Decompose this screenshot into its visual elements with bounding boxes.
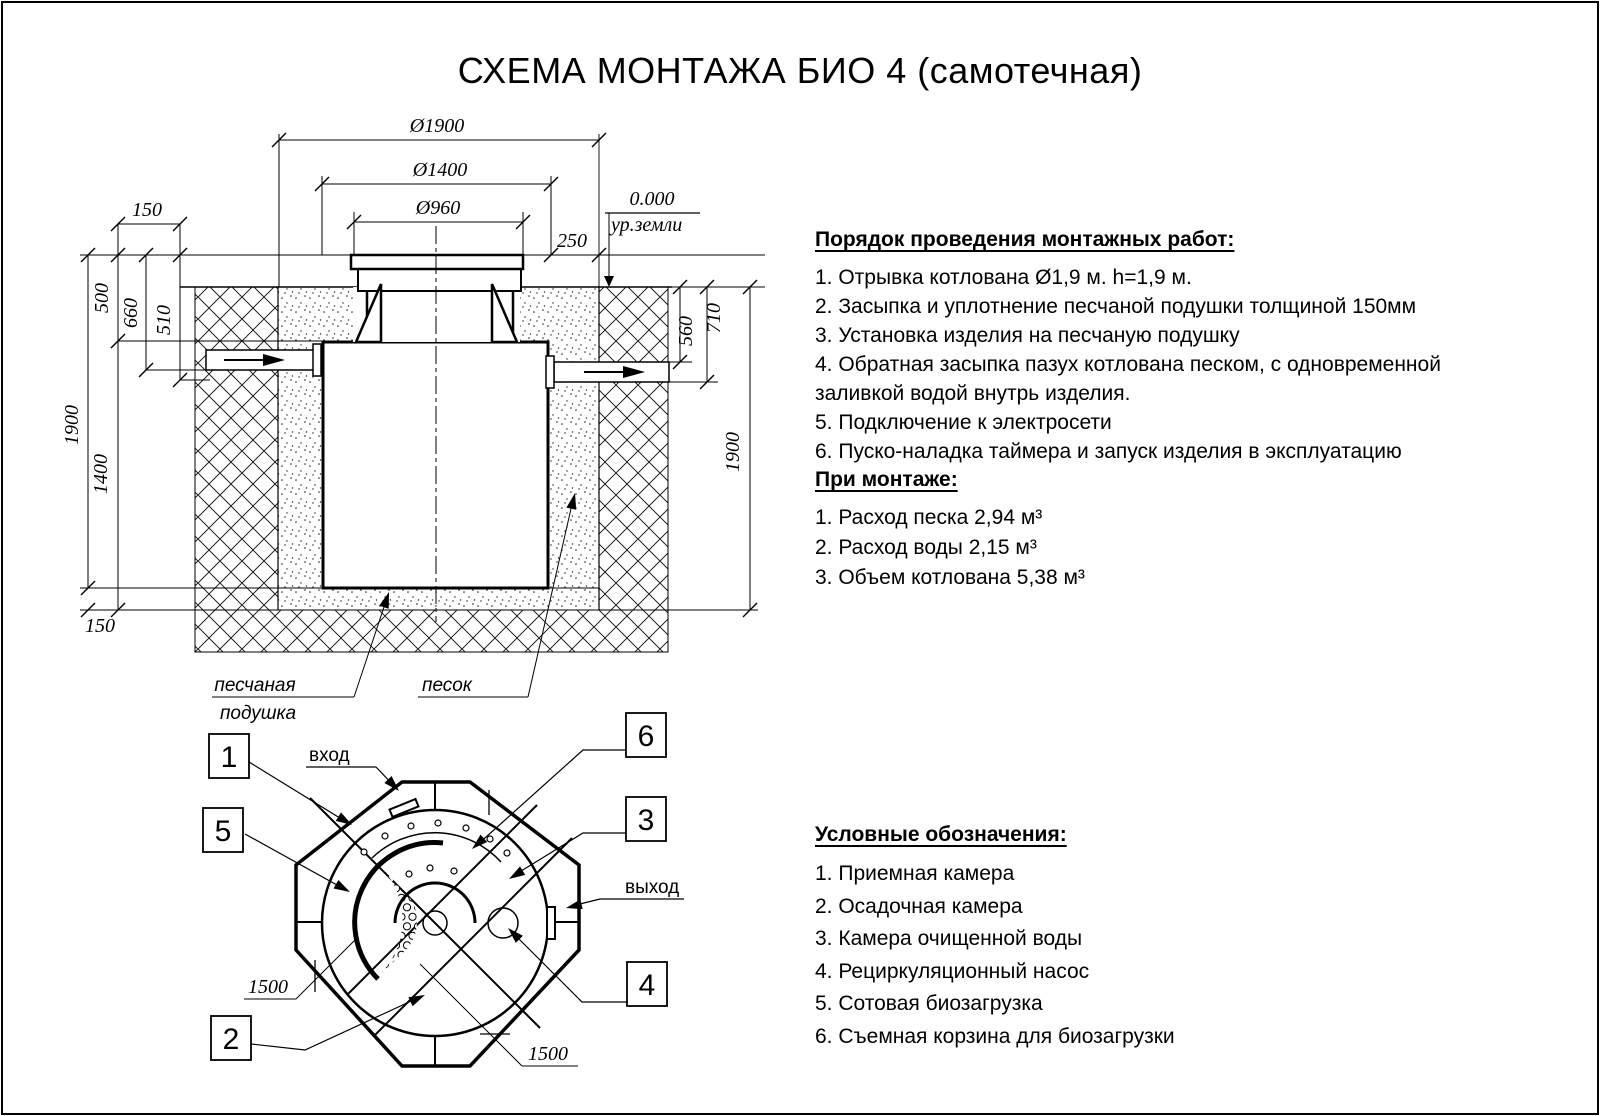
procedure-item: 4. Обратная засыпка пазух котлована песком, с одновременной заливкой водой внутрь изделия. [815,353,1441,405]
dim-250: 250 [557,230,587,252]
section-legend [815,820,1505,1053]
dim-1500-bottom: 1500 [528,1043,568,1065]
callout-2: 2 [222,1023,240,1056]
dim-1500-left: 1500 [248,976,288,998]
legend-item: 1. Приемная камера [815,862,1015,885]
dim-560: 560 [675,316,697,346]
dim-660: 660 [120,298,142,328]
section-heading: При монтаже: [815,468,958,491]
section-heading: Порядок проведения монтажных работ: [815,228,1235,251]
dim-710: 710 [703,303,725,333]
dim-150-bottom: 150 [85,615,115,637]
callout-1: 1 [220,741,238,774]
callout-3: 3 [637,804,655,837]
legend-item: 6. Съемная корзина для биозагрузки [815,1024,1175,1048]
dim-diameter-1900: Ø1900 [409,115,465,137]
label-sand: песок [422,675,472,696]
consumption-item: 2. Расход воды 2,15 м³ [815,536,1037,559]
cross-section-view [61,115,765,724]
consumption-item: 3. Объем котлована 5,38 м³ [815,566,1085,589]
callout-6: 6 [637,720,655,753]
section-heading: Условные обозначения: [815,823,1067,846]
callout-5: 5 [214,815,232,848]
label-inlet: вход [309,745,350,766]
procedure-item: 1. Отрывка котлована Ø1,9 м. h=1,9 м. [815,266,1192,289]
procedure-item: 3. Установка изделия на песчаную подушку [815,324,1240,347]
tank-neck [351,255,523,342]
dim-510: 510 [153,305,175,335]
legend-item: 3. Камера очищенной воды [815,927,1083,950]
level-mark-ground: ур.земли [611,214,683,236]
label-sand-cushion-1: песчаная [214,675,296,696]
dim-diameter-960: Ø960 [415,197,461,219]
consumption-item: 1. Расход песка 2,94 м³ [815,506,1043,529]
dim-1900-right: 1900 [722,432,744,472]
dim-150-top: 150 [132,199,162,221]
dim-500: 500 [91,283,113,313]
procedure-item: 6. Пуско-наладка таймера и запуск изделия в эксплуатацию [815,440,1402,463]
outlet-flange [547,907,555,939]
procedure-item: 2. Засыпка и уплотнение песчаной подушки толщиной 150мм [815,295,1417,318]
page-title: СХЕМА МОНТАЖА БИО 4 (самотечная) [457,50,1143,91]
legend-item: 5. Сотовая биозагрузка [815,992,1043,1015]
label-sand-cushion-2: подушка [219,703,297,724]
legend-item: 4. Рециркуляционный насос [815,959,1090,983]
dim-diameter-1400: Ø1400 [412,159,468,181]
label-outlet: выход [625,877,680,898]
section-installation-consumption [815,465,1505,593]
legend-item: 2. Осадочная камера [815,894,1023,918]
top-view [203,713,684,1066]
level-mark-0000: 0.000 [629,188,675,210]
dim-1400-left: 1400 [90,454,112,494]
section-installation-procedure [815,225,1505,466]
procedure-item: 5. Подключение к электросети [815,411,1112,434]
callout-4: 4 [638,969,656,1002]
dim-1900-left: 1900 [61,405,83,445]
